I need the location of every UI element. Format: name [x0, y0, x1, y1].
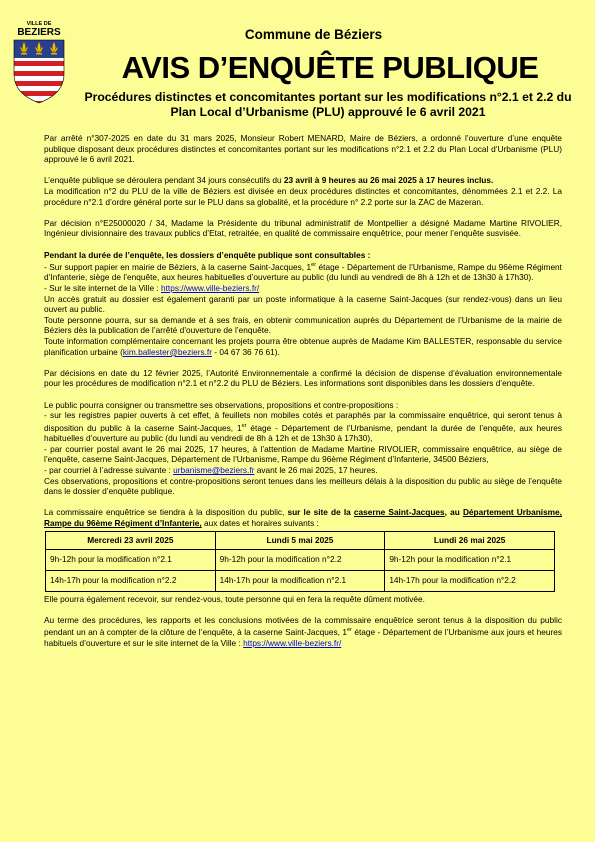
paragraph-observations: Le public pourra consigner ou transmettre ses observations, propositions et contre-propositions : - sur les registres papier ouverts à cet effet, à feuillets non mobiles cotés et paraphés par la commissaire enquêtrice, qui seront tenus à disposition du public à la caserne Saint-Jacques, 1er étage - Département de l’Urbanisme, pendant la durée de l’enquête, aux heures habituelles d’ouverture au public (du lundi au vendredi de 8h à 12h et de 13h30 à 17h30), - par courrier postal avant le 26 mai 2025, 17 heures, à l’attention de Madame Martine RIVOLIER, commissaire enquêtrice, au siège de l’enquête, caserne Saint-Jacques, Département de l’Urbanisme, Rampe du 96ème Régiment d’Infanterie, 34500 Béziers, - par courriel à l’adresse suivante : urbanisme@beziers.fr avant le 26 mai 2025, 17 heures. Ces observations, propositions et contre-propositions seront tenues dans les meilleurs délais à la disposition du public au siège de l’enquête dans le dossier d’enquête publique. [44, 399, 562, 497]
schedule-cell: 9h-12h pour la modification n°2.1 [385, 549, 555, 570]
paragraph-arrete: Par arrêté n°307-2025 en date du 31 mars 2025, Monsieur Robert MENARD, Maire de Béziers, a ordonné l’ouverture d’une enquête publique disposant deux procédures distinctes et concomitantes portant sur les modifications n°2.1 et 2.2 du Plan Local d’Urbanisme (PLU) approuvé le 6 avril 2021. [44, 133, 562, 165]
observations-registers: - sur les registres papier ouverts à cet effet, à feuillets non mobiles cotés et paraphés par la commissaire enquêtrice, qui seront tenus à disposition du public à la caserne Saint-Jacques, 1er étage - Département de l’Urbanisme, pendant la durée de l’enquête, aux heures habituelles d’ouverture au public (du lundi au vendredi de 8h à 12h et de 13h30 à 17h30), [44, 410, 562, 444]
schedule-cell: 9h-12h pour la modification n°2.2 [215, 549, 385, 570]
schedule-cell: 14h-17h pour la modification n°2.1 [215, 570, 385, 591]
consultation-copy: Toute personne pourra, sur sa demande et à ses frais, en obtenir communication auprès du Département de l’Urbanisme de la mairie de Béziers dès la publication de l’arrêté d’ouverture de l’enquête. [44, 314, 562, 336]
urbanisme-email-link[interactable]: urbanisme@beziers.fr [173, 464, 255, 475]
ville-beziers-link[interactable]: https://www.ville-beziers.fr/ [160, 283, 260, 294]
schedule-row [46, 570, 555, 591]
paragraph-reports: Au terme des procédures, les rapports et les conclusions motivées de la commissaire enquêtrice seront tenus à la disposition du public pendant un an à compter de la clôture de l’enquête, à la caserne Saint-Jacques, 1er étage - Département de l’Urbanisme aux jours et heures habituels d’ouverture et sur le site internet de la Ville : https://www.ville-beziers.fr/ [44, 614, 562, 648]
notice-subtitle: Procédures distinctes et concomitantes portant sur les modifications n°2.1 et 2.2 du Plan Local d’Urbanisme (PLU) approuvé le 6 avril 2021 [84, 90, 572, 119]
paragraph-permanences: La commissaire enquêtrice se tiendra à la disposition du public, sur le site de la caserne Saint-Jacques, au Département Urbanisme, Rampe du 96ème Régiment d’Infanterie, aux dates et horaires suivants : [44, 507, 562, 528]
crest-city: BEZIERS [17, 27, 61, 38]
notice-title: AVIS D’ENQUÊTE PUBLIQUE [121, 50, 539, 85]
crest-label: VILLE DE [26, 21, 52, 27]
schedule-header: Lundi 5 mai 2025 [215, 531, 385, 549]
kim-ballester-email-link[interactable]: kim.ballester@beziers.fr [122, 346, 212, 357]
modification-description: La modification n°2 du PLU de la ville de Béziers est divisée en deux procédures distinctes et concomitantes, dénommées 2.1 et 2.2. La procédure n°2.1 d’ordre général porte sur le PLU dans sa globalité, et la procédure n° 2.2 porte sur la ZAC de Mazeran. [44, 185, 562, 207]
schedule-header: Lundi 26 mai 2025 [385, 531, 555, 549]
observations-availability: Ces observations, propositions et contre-propositions seront tenues dans les meilleurs délais à la disposition du public au siège de l’enquête dans le dossier d’enquête publique. [44, 475, 562, 497]
duration-dates: 23 avril à 9 heures au 26 mai 2025 à 17 heures inclus. [283, 175, 494, 186]
schedule-header: Mercredi 23 avril 2025 [46, 531, 216, 549]
consultation-terminal: Un accès gratuit au dossier est également garanti par un poste informatique à la caserne Saint-Jacques (sur rendez-vous) dans un lieu ouvert au public. [44, 293, 562, 315]
consultation-info: Toute information complémentaire concernant les projets pourra être obtenue auprès de Madame Kim BALLESTER, responsable du service planification urbaine ( [44, 336, 562, 357]
paragraph-duration [44, 175, 562, 207]
consultation-lead: Pendant la durée de l’enquête, les dossiers d’enquête publique sont consultables : [44, 249, 371, 260]
schedule-table [45, 531, 555, 592]
paragraph-environment: Par décisions en date du 12 février 2025, l’Autorité Environnementale a confirmé la décision de dispense d’évaluation environnementale pour les procédures de modification n°2.1 et n°2.2 du PLU de Béziers. Les informations sont disponibles dans les dossiers d’enquête. [44, 367, 562, 389]
duration-text: L’enquête publique se déroulera pendant 34 jours consécutifs du [44, 175, 284, 186]
consultation-phone: - 04 67 36 76 61). [212, 346, 280, 357]
ville-beziers-link-footer[interactable]: https://www.ville-beziers.fr/ [243, 637, 342, 648]
paragraph-decision: Par décision n°E25000020 / 34, Madame la Présidente du tribunal administratif de Montpellier a désigné Madame Martine RIVOLIER, Ingénieur divisionnaire des travaux publics d’Etat, retraitée, en qualité de commissaire enquêtrice, pour mener l’enquête susvisée. [44, 217, 562, 239]
consultation-web: - Sur le site internet de la Ville : [44, 283, 161, 294]
paragraph-appointments: Elle pourra également recevoir, sur rendez-vous, toute personne qui en fera la requête dûment motivée. [44, 593, 425, 604]
schedule-cell: 14h-17h pour la modification n°2.2 [46, 570, 216, 591]
observations-lead: Le public pourra consigner ou transmettre ses observations, propositions et contre-propositions : [44, 399, 399, 410]
schedule-cell: 14h-17h pour la modification n°2.2 [385, 570, 555, 591]
schedule-row [46, 549, 555, 570]
schedule-header-row [46, 531, 555, 549]
observations-email: - par courriel à l’adresse suivante : [44, 464, 174, 475]
paragraph-consultation [44, 250, 562, 358]
commune-name: Commune de Béziers [244, 27, 383, 42]
notice-body [44, 133, 562, 659]
consultation-paper: - Sur support papier en mairie de Béziers, à la caserne Saint-Jacques, 1er étage - Département de l’Urbanisme, Rampe du 96ème Régiment d’Infanterie, siège de l’enquête, aux heures habituelles d’ouverture au public (du lundi au vendredi de 8h à 12h et de 13h30 à 17h30). [44, 261, 562, 283]
observations-post: - par courrier postal avant le 26 mai 2025, 17 heures, à l’attention de Madame Martine RIVOLIER, commissaire enquêtrice, au siège de l’enquête, caserne Saint-Jacques, Département de l’Urbanisme, Rampe du 96ème Régiment d’Infanterie, 34500 Béziers, [44, 443, 562, 465]
schedule-cell: 9h-12h pour la modification n°2.1 [46, 549, 216, 570]
